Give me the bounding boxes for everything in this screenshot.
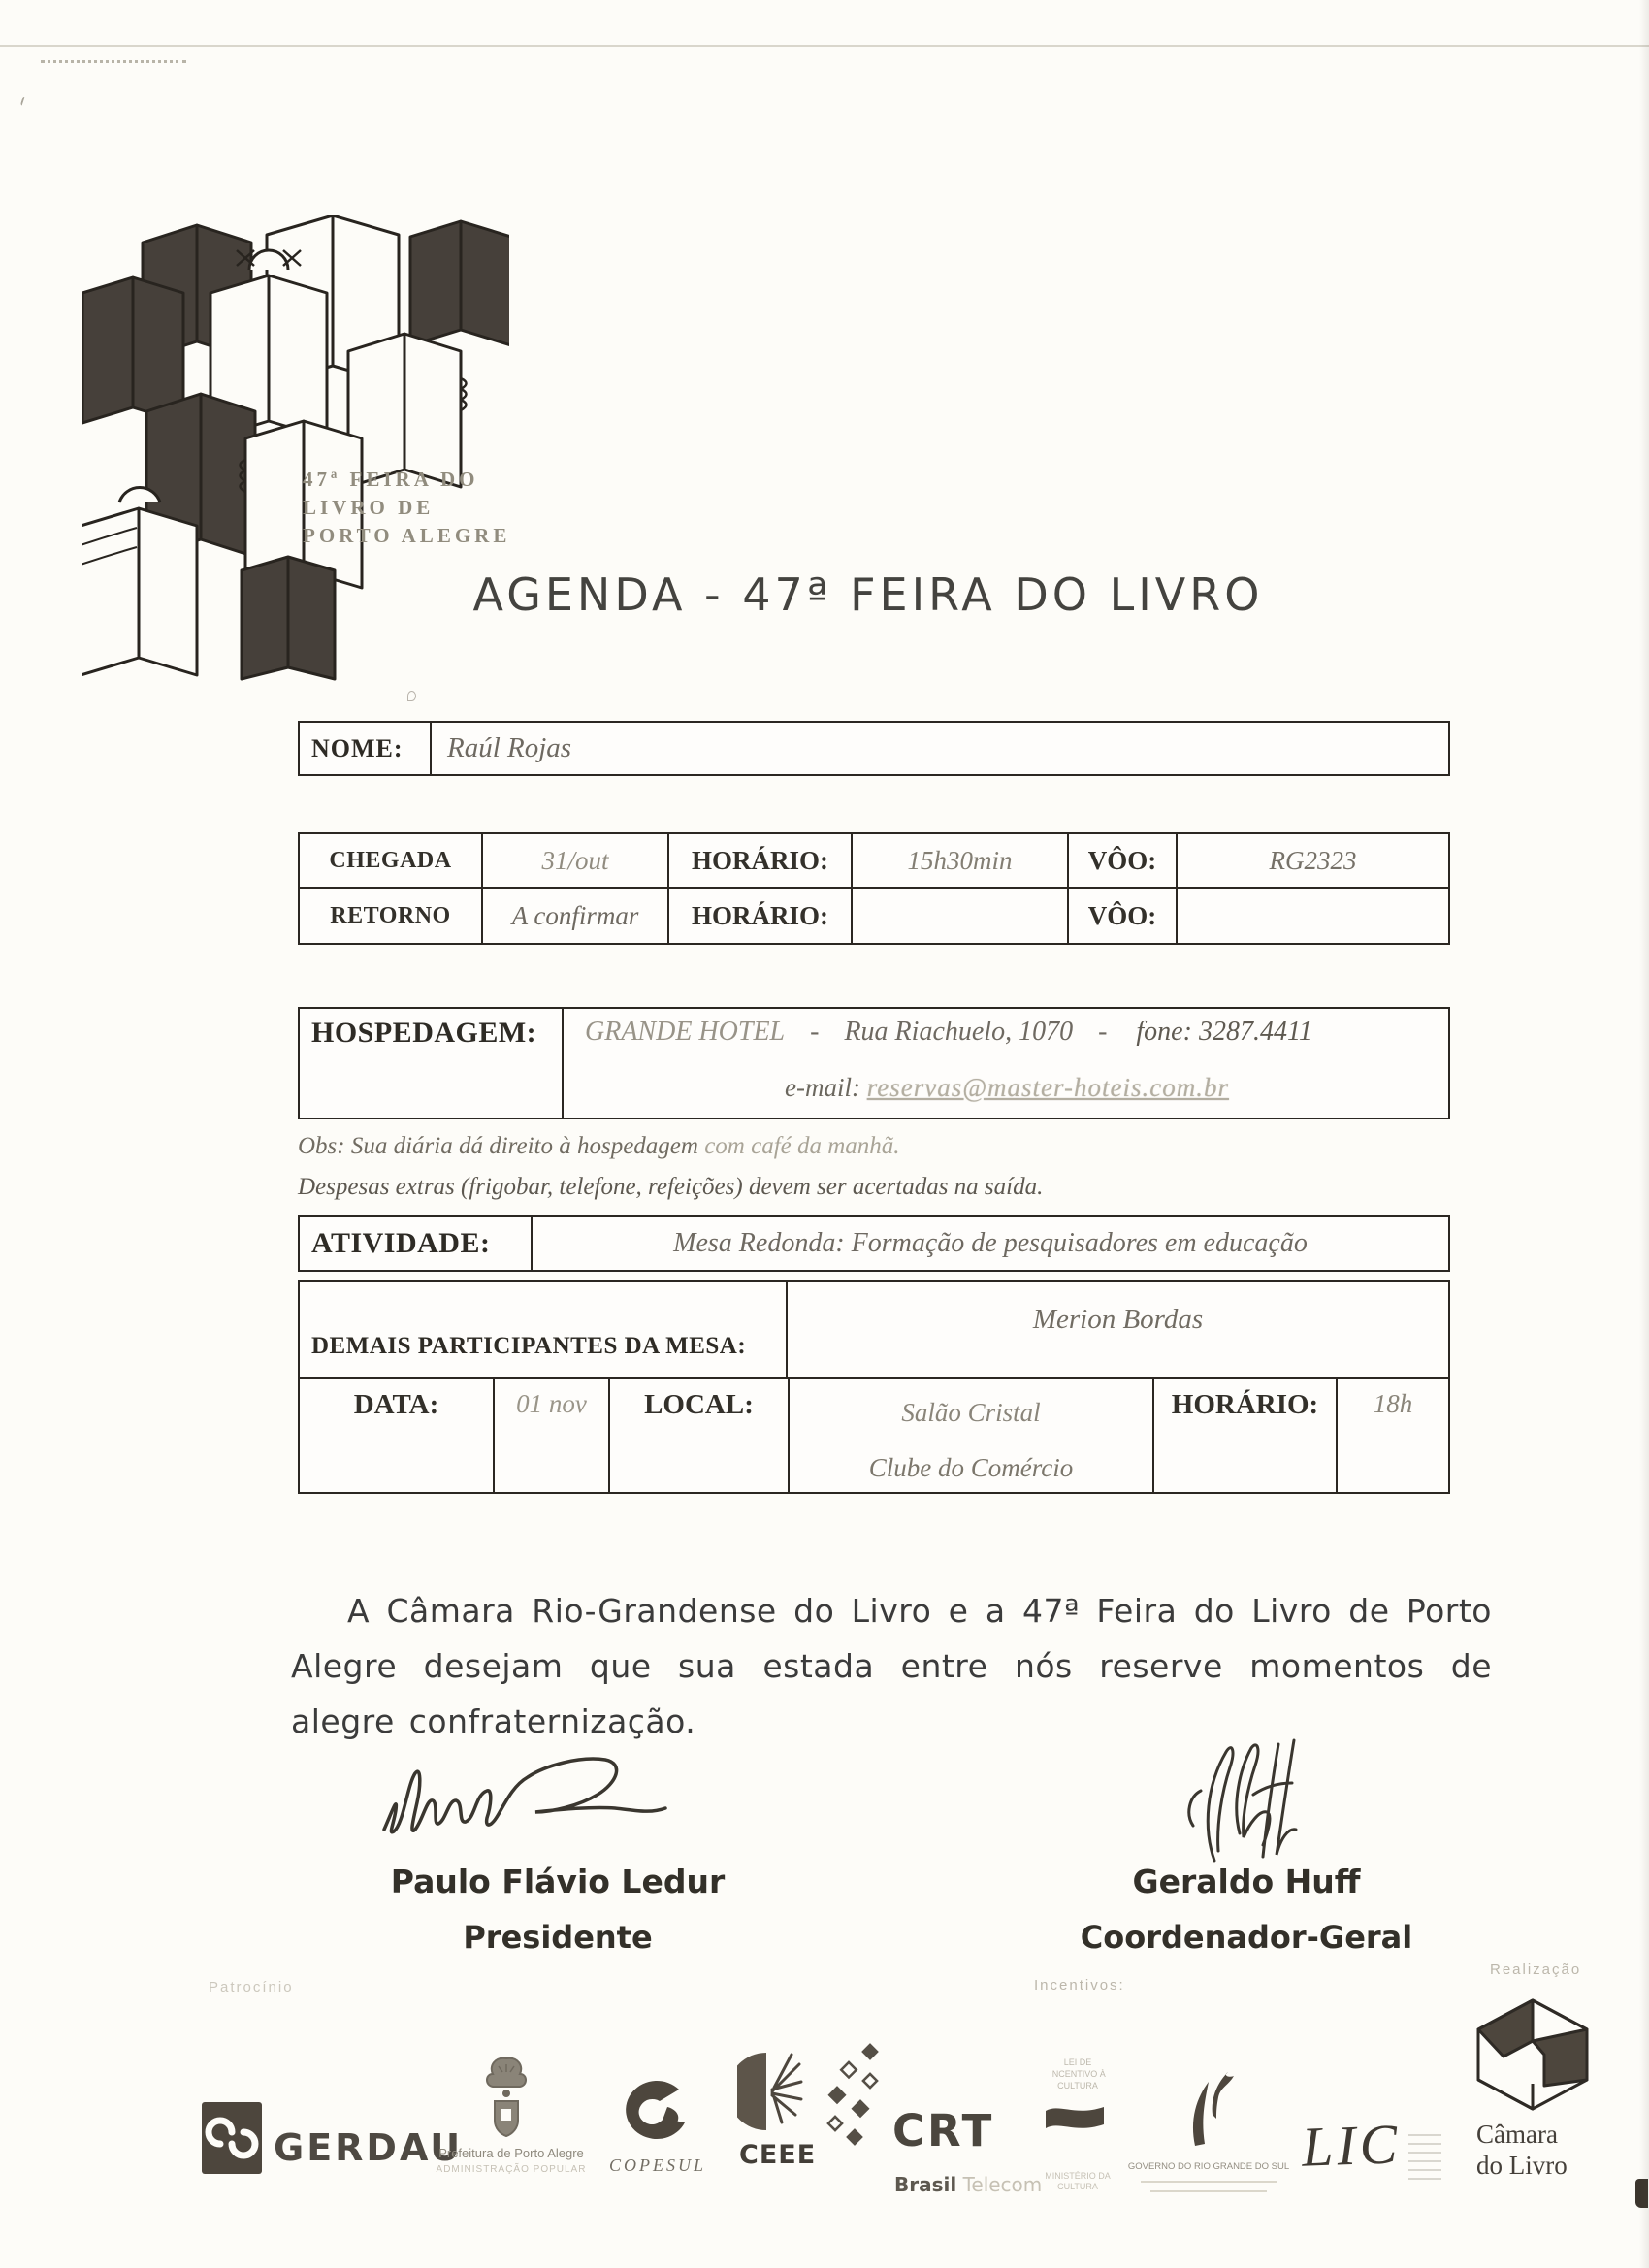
copesul-logo-icon xyxy=(617,2080,693,2152)
prefeitura-logo-subtext: ADMINISTRAÇÃO POPULAR xyxy=(436,2164,587,2175)
obs-note-1-main: Obs: Sua diária dá direito à hospedagem xyxy=(298,1133,705,1159)
signer-role: Presidente xyxy=(463,1919,653,1956)
lic-logo-text: LIC xyxy=(1300,2112,1403,2179)
mesa-table xyxy=(298,1280,1450,1494)
patrocinio-label: Patrocínio xyxy=(209,1979,294,1995)
scan-edge-shadow xyxy=(1639,0,1649,2268)
signature-geraldo-huff xyxy=(1164,1734,1319,1870)
ceee-logo-text: CEEE xyxy=(739,2140,817,2170)
email-label: e-mail: xyxy=(785,1073,860,1102)
obs-note-2: Despesas extras (frigobar, telefone, refeições) devem ser acertadas na saída. xyxy=(298,1174,1044,1200)
crt-logo-text: CRT xyxy=(892,2105,995,2156)
travel-table xyxy=(298,832,1450,945)
incentivos-label: Incentivos: xyxy=(1034,1977,1125,1993)
camara-line1: Câmara xyxy=(1476,2120,1558,2149)
signer-name: Paulo Flávio Ledur xyxy=(390,1863,726,1900)
hospedagem-section xyxy=(298,1007,1450,1119)
nome-value: Raúl Rojas xyxy=(447,732,572,763)
governo-rs-text: GOVERNO DO RIO GRANDE DO SUL xyxy=(1127,2161,1290,2172)
retorno-voo xyxy=(1178,889,1448,943)
schedule-row xyxy=(300,1379,1448,1492)
data-value: 01 nov xyxy=(495,1379,610,1492)
closing-paragraph: A Câmara Rio-Grandense do Livro e a 47ª Feira do Livro de Porto Alegre desejam que sua estada entre nós reserve momentos de alegre confraternização. xyxy=(291,1592,1492,1740)
fair-logo-caption-line1: 47ª FEIRA DO xyxy=(303,468,479,491)
copesul-logo-text: COPESUL xyxy=(609,2155,707,2175)
atividade-value: Mesa Redonda: Formação de pesquisadores em educação xyxy=(673,1228,1308,1258)
local-line2: Clube do Comércio xyxy=(868,1453,1074,1482)
mesa-label: DEMAIS PARTICIPANTES DA MESA: xyxy=(300,1282,788,1377)
scan-line-artifact xyxy=(0,45,1649,47)
retorno-label: RETORNO xyxy=(300,889,483,943)
horario-label: HORÁRIO: xyxy=(1154,1379,1338,1492)
hospedagem-content xyxy=(564,1009,1448,1118)
nome-label: NOME: xyxy=(300,723,432,774)
atividade-label: ATIVIDADE: xyxy=(300,1217,533,1270)
chegada-date: 31/out xyxy=(483,834,669,889)
fair-logo-caption xyxy=(303,466,510,550)
data-label: DATA: xyxy=(300,1379,495,1492)
flag-icon xyxy=(1044,2101,1106,2136)
mesa-participants-row xyxy=(300,1282,1448,1379)
ministerio-cultura-text: MINISTÉRIO DA CULTURA xyxy=(1045,2171,1111,2191)
realizacao-label: Realização xyxy=(1490,1961,1582,1978)
local-value xyxy=(790,1379,1154,1492)
horario-value: 18h xyxy=(1373,1389,1413,1418)
prefeitura-crest-icon xyxy=(477,2055,535,2142)
scan-dashes-artifact xyxy=(41,60,186,63)
faint-text-artifact xyxy=(1150,2190,1267,2192)
voo-label: VÔO: xyxy=(1069,889,1178,943)
signature-paulo-flavio-ledur xyxy=(378,1752,689,1859)
lei-incentivo-text: LEI DE INCENTIVO À CULTURA xyxy=(1050,2057,1106,2090)
fair-logo-caption-line3: PORTO ALEGRE xyxy=(303,524,511,547)
crt-diamonds-icon xyxy=(824,2043,889,2154)
chegada-label: CHEGADA xyxy=(300,834,483,889)
signer-name: Geraldo Huff xyxy=(1132,1863,1361,1900)
chegada-horario: 15h30min xyxy=(853,834,1069,889)
brasil-telecom-logo-text xyxy=(894,2173,1042,2196)
obs-note-1 xyxy=(298,1133,900,1160)
hospedagem-label: HOSPEDAGEM: xyxy=(300,1009,564,1118)
atividade-section xyxy=(298,1215,1450,1272)
camara-do-livro-cube-icon xyxy=(1471,1991,1595,2115)
hotel-email-line xyxy=(585,1073,1429,1103)
scan-speck-artifact xyxy=(407,691,416,701)
camara-do-livro-text xyxy=(1476,2119,1602,2181)
retorno-date: A confirmar xyxy=(483,889,669,943)
telecom-text: Telecom xyxy=(956,2173,1043,2196)
hotel-info-line xyxy=(585,1017,1429,1048)
voo-label: VÔO: xyxy=(1069,834,1178,889)
local-line1: Salão Cristal xyxy=(901,1398,1041,1427)
local-label: LOCAL: xyxy=(610,1379,790,1492)
hotel-name: GRANDE HOTEL xyxy=(585,1017,786,1047)
illegible-text-artifact xyxy=(1408,2134,1441,2185)
hotel-phone: fone: 3287.4411 xyxy=(1136,1017,1312,1047)
retorno-horario xyxy=(853,889,1069,943)
brasil-text: Brasil xyxy=(894,2173,957,2196)
faint-text-artifact xyxy=(1141,2181,1277,2183)
governo-rs-icon xyxy=(1180,2068,1236,2150)
hotel-address: Rua Riachuelo, 1070 xyxy=(844,1017,1074,1047)
separator-dash: - xyxy=(1098,1017,1108,1047)
ceee-logo-icon xyxy=(737,2047,803,2138)
camara-line2: do Livro xyxy=(1476,2151,1568,2180)
obs-note-1-tail: com café da manhã. xyxy=(704,1133,900,1159)
horario-label: HORÁRIO: xyxy=(669,834,853,889)
fair-logo-caption-line2: LIVRO DE xyxy=(303,496,435,519)
signer-role: Coordenador-Geral xyxy=(1080,1919,1413,1956)
chegada-voo: RG2323 xyxy=(1178,834,1448,889)
page-title: AGENDA - 47ª FEIRA DO LIVRO xyxy=(472,568,1264,621)
mesa-value: Merion Bordas xyxy=(1032,1304,1204,1335)
prefeitura-logo-text: Prefeitura de Porto Alegre xyxy=(438,2146,584,2160)
gerdau-logo-text: GERDAU xyxy=(274,2126,464,2169)
separator-dash: - xyxy=(810,1017,820,1047)
horario-label: HORÁRIO: xyxy=(669,889,853,943)
scan-speck-artifact xyxy=(20,96,28,106)
email-value: reservas@master-hoteis.com.br xyxy=(866,1073,1229,1102)
nome-field xyxy=(298,721,1450,776)
gerdau-logo-icon xyxy=(201,2101,263,2175)
